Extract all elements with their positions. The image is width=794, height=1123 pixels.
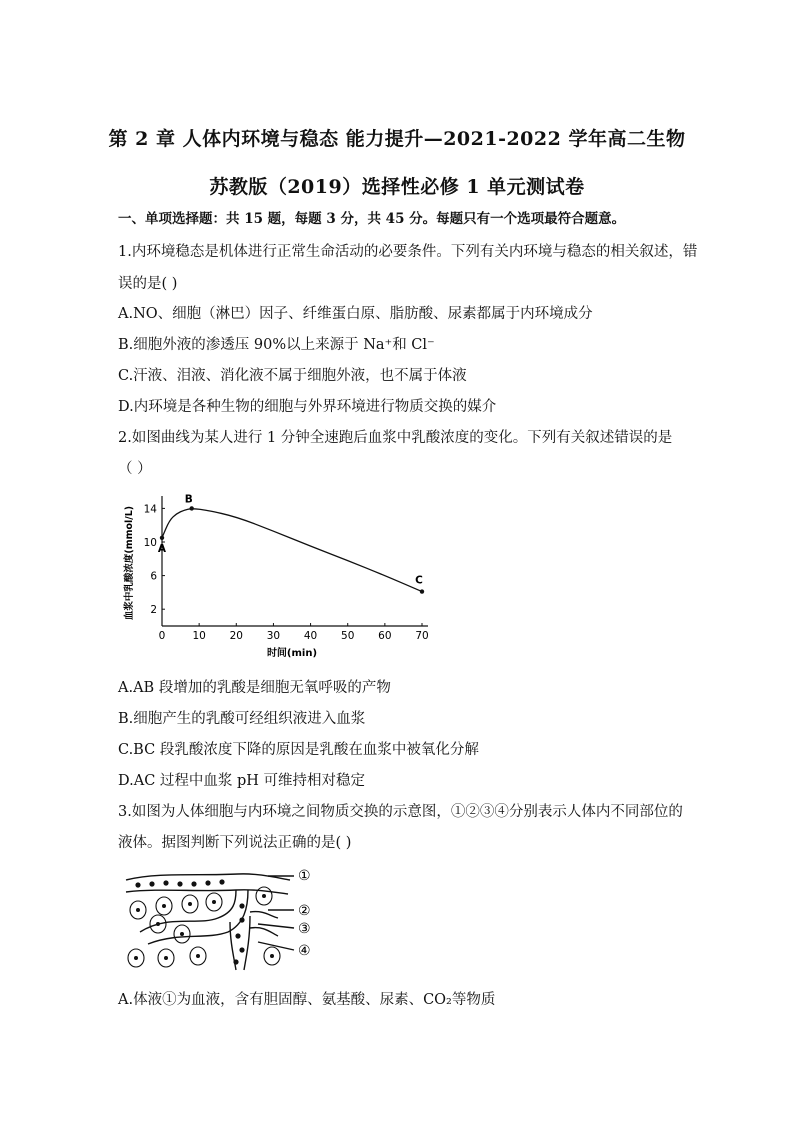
q1-stem-line1: 1.内环境稳态是机体进行正常生命活动的必要条件。下列有关内环境与稳态的相关叙述，错 (118, 244, 698, 260)
point-label-a: A (157, 542, 167, 555)
point-label-b: B (184, 493, 193, 506)
lactate-chart (118, 488, 438, 663)
label-1: ① (298, 868, 311, 884)
blood-cell (205, 880, 210, 885)
cell-nucleus (180, 932, 184, 936)
blood-cell (233, 959, 238, 964)
blood-cell (163, 880, 168, 885)
point-c (420, 589, 424, 593)
cell-nucleus (134, 956, 138, 960)
q3-stem-line2: 液体。据图判断下列说法正确的是( ) (118, 835, 352, 851)
blood-cell (239, 947, 244, 952)
cell-nucleus (136, 908, 140, 912)
label-2: ② (298, 903, 311, 919)
vessel-lower-wall (126, 890, 288, 894)
blood-cell (191, 881, 196, 886)
q2-stem-line1: 2.如图曲线为某人进行 1 分钟全速跑后血浆中乳酸浓度的变化。下列有关叙述错误的是 (118, 430, 673, 446)
q2-option-d: D.AC 过程中血浆 pH 可维持相对稳定 (118, 773, 366, 789)
y-tick-label: 10 (143, 537, 157, 549)
doc-title-line1: 第 2 章 人体内环境与稳态 能力提升—2021-2022 学年高二生物 (108, 128, 686, 150)
label-4: ④ (298, 943, 311, 959)
q2-stem-line2: （ ） (118, 461, 152, 477)
cell-nucleus (212, 900, 216, 904)
y-tick-label: 2 (150, 604, 157, 617)
series-line-lactate (162, 509, 422, 592)
section-heading: 一、单项选择题：共 15 题，每题 3 分，共 45 分。每题只有一个选项最符合题意。 (118, 211, 626, 227)
blood-cell (239, 903, 244, 908)
q1-option-b: B.细胞外液的渗透压 90%以上来源于 Na⁺和 Cl⁻ (118, 337, 435, 353)
point-b (190, 506, 194, 510)
doc-title-line2: 苏教版（2019）选择性必修 1 单元测试卷 (209, 176, 585, 198)
vessel-upper-wall (126, 874, 290, 880)
cell-nucleus (188, 902, 192, 906)
q3-stem-line1: 3.如图为人体细胞与内环境之间物质交换的示意图，①②③④分别表示人体内不同部位的 (118, 804, 683, 820)
cell-nucleus (156, 922, 160, 926)
point-a (160, 536, 164, 540)
x-tick-label: 10 (192, 630, 206, 642)
cell-nucleus (270, 954, 274, 958)
cell-nucleus (196, 954, 200, 958)
tissue-cell-branch-2 (250, 928, 278, 936)
chart-axes (162, 496, 428, 626)
blood-cell (177, 881, 182, 886)
blood-cell (219, 879, 224, 884)
q1-option-d: D.内环境是各种生物的细胞与外界环境进行物质交换的媒介 (118, 399, 497, 415)
x-tick-label: 0 (158, 630, 166, 642)
x-tick-label: 40 (303, 630, 318, 642)
y-tick-label: 14 (143, 503, 157, 516)
q2-option-c: C.BC 段乳酸浓度下降的原因是乳酸在血浆中被氧化分解 (118, 742, 479, 758)
q1-option-a: A.NO、细胞（淋巴）因子、纤维蛋白原、脂肪酸、尿素都属于内环境成分 (118, 306, 593, 322)
x-tick-label: 50 (341, 630, 355, 642)
blood-cell (239, 917, 244, 922)
x-axis-label: 时间(min) (266, 648, 318, 659)
y-axis-label: 血浆中乳酸浓度(mmol/L) (124, 505, 135, 621)
q1-stem-line2: 误的是( ) (118, 276, 178, 292)
cell-nucleus (162, 904, 166, 908)
blood-cell (235, 933, 240, 938)
label-3: ③ (298, 921, 311, 937)
q1-option-c: C.汗液、泪液、消化液不属于细胞外液，也不属于体液 (118, 368, 467, 384)
q3-option-a: A.体液①为血液，含有胆固醇、氨基酸、尿素、CO₂等物质 (118, 992, 496, 1008)
x-tick-label: 30 (266, 630, 281, 642)
cell-nucleus (164, 956, 168, 960)
q2-option-b: B.细胞产生的乳酸可经组织液进入血浆 (118, 711, 366, 727)
blood-cell (149, 881, 154, 886)
x-tick-label: 20 (229, 630, 243, 642)
body-fluid-diagram (118, 862, 328, 972)
capillary-loop (140, 890, 236, 932)
cell-nucleus (262, 894, 266, 898)
lymph-vessel-right (244, 916, 250, 970)
x-tick-label: 60 (378, 630, 392, 642)
x-tick-label: 70 (415, 630, 429, 642)
point-label-c: C (415, 574, 423, 587)
tissue-cell-branch (250, 912, 278, 918)
pointer-3 (258, 924, 294, 928)
chart-ticks (144, 503, 429, 642)
blood-cell (135, 882, 140, 887)
q2-option-a: A.AB 段增加的乳酸是细胞无氧呼吸的产物 (118, 680, 391, 696)
y-tick-label: 6 (150, 570, 157, 583)
